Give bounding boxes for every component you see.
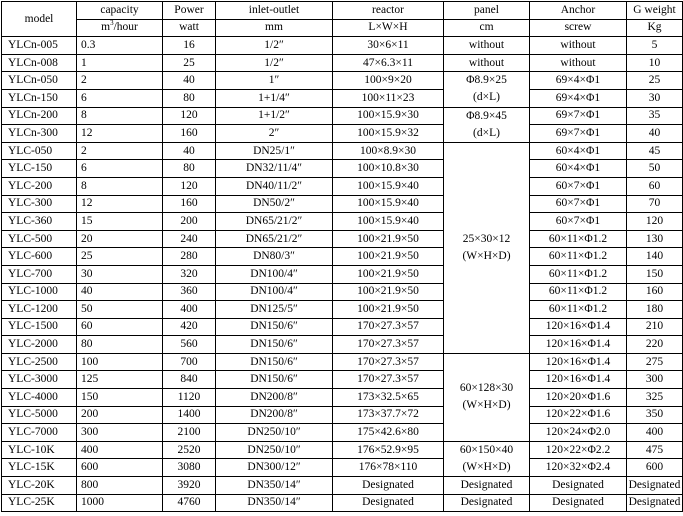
cell-capacity: 15 [77, 213, 163, 231]
cell-reactor: 170×27.3×57 [333, 336, 444, 354]
cell-reactor: 173×37.7×72 [333, 406, 444, 424]
cell-inlet: DN200/8″ [216, 406, 333, 424]
cell-power: 240 [163, 230, 216, 248]
cell-power: 40 [163, 142, 216, 160]
table-row [2, 494, 683, 512]
table-row [2, 72, 683, 90]
header-inlet: inlet-outlet [216, 2, 333, 20]
cell-reactor: 100×9×20 [333, 72, 444, 90]
header-reactor: reactor [333, 2, 444, 20]
cell-capacity: 1 [77, 54, 163, 72]
cell-weight: 180 [627, 301, 683, 319]
cell-capacity: 6 [77, 89, 163, 107]
cell-weight: 220 [627, 336, 683, 354]
cell-reactor: 100×21.9×50 [333, 248, 444, 266]
panel-line-2: (d×L) [473, 126, 500, 139]
table-row [2, 477, 683, 495]
cell-anchor: 69×4×Φ1 [530, 89, 627, 107]
cell-model: YLC-2500 [2, 353, 77, 371]
cell-anchor: 69×7×Φ1 [530, 107, 627, 125]
cell-anchor: 60×7×Φ1 [530, 195, 627, 213]
table-row [2, 336, 683, 354]
cell-reactor: 173×32.5×65 [333, 389, 444, 407]
cell-power: 3920 [163, 477, 216, 495]
cell-anchor: 60×11×Φ1.2 [530, 230, 627, 248]
cell-weight: Designated [627, 494, 683, 512]
header-model: model [2, 2, 77, 37]
cell-capacity: 200 [77, 406, 163, 424]
cell-model: YLCn-150 [2, 89, 77, 107]
table-row [2, 301, 683, 319]
header-reactor-unit: L×W×H [333, 19, 444, 37]
cell-weight: 35 [627, 107, 683, 125]
cell-anchor: 120×16×Φ1.4 [530, 318, 627, 336]
cell-capacity: 8 [77, 107, 163, 125]
cell-reactor: 170×27.3×57 [333, 353, 444, 371]
cell-reactor: 47×6.3×11 [333, 54, 444, 72]
panel-line-1: 25×30×12 [462, 232, 511, 245]
table-row [2, 54, 683, 72]
table-row [2, 177, 683, 195]
cell-model: YLC-25K [2, 494, 77, 512]
cell-anchor: 120×24×Φ2.0 [530, 424, 627, 442]
cell-power: 120 [163, 107, 216, 125]
cell-inlet: DN150/6″ [216, 371, 333, 389]
cell-reactor: 100×15.9×40 [333, 213, 444, 231]
cell-weight: 300 [627, 371, 683, 389]
cell-anchor: 60×11×Φ1.2 [530, 283, 627, 301]
cell-inlet: DN65/21/2″ [216, 230, 333, 248]
cell-capacity: 800 [77, 477, 163, 495]
cell-reactor: 100×15.9×32 [333, 125, 444, 143]
cell-reactor: 100×21.9×50 [333, 301, 444, 319]
cell-anchor: without [530, 54, 627, 72]
cell-capacity: 150 [77, 389, 163, 407]
cell-reactor: Designated [333, 494, 444, 512]
cell-capacity: 80 [77, 336, 163, 354]
cell-power: 840 [163, 371, 216, 389]
capacity-unit-pre: m [101, 21, 111, 34]
cell-anchor: 120×16×Φ1.4 [530, 353, 627, 371]
cell-capacity: 12 [77, 195, 163, 213]
cell-reactor: 30×6×11 [333, 37, 444, 55]
cell-reactor: 100×15.9×40 [333, 177, 444, 195]
cell-power: 160 [163, 195, 216, 213]
panel-line-1: Φ8.9×25 [466, 74, 507, 87]
cell-reactor: 100×21.9×50 [333, 283, 444, 301]
cell-anchor: 120×22×Φ2.2 [530, 441, 627, 459]
cell-panel-group [444, 353, 530, 441]
cell-inlet: DN150/6″ [216, 318, 333, 336]
cell-inlet: DN32/11/4″ [216, 160, 333, 178]
cell-capacity: 8 [77, 177, 163, 195]
cell-model: YLC-1000 [2, 283, 77, 301]
panel-line-1: Φ8.9×45 [466, 109, 507, 122]
cell-power: 4760 [163, 494, 216, 512]
cell-capacity: 30 [77, 265, 163, 283]
cell-inlet: DN250/10″ [216, 441, 333, 459]
panel-line-2: (W×H×D) [462, 399, 511, 412]
table-row [2, 89, 683, 107]
cell-weight: 25 [627, 72, 683, 90]
table-row [2, 230, 683, 248]
cell-weight: 50 [627, 160, 683, 178]
cell-panel: Designated [444, 477, 530, 495]
cell-power: 3080 [163, 459, 216, 477]
cell-inlet: 1/2″ [216, 54, 333, 72]
cell-anchor: 60×11×Φ1.2 [530, 301, 627, 319]
cell-anchor: Designated [530, 477, 627, 495]
cell-model: YLC-5000 [2, 406, 77, 424]
header-capacity-unit [77, 19, 163, 37]
cell-power: 120 [163, 177, 216, 195]
cell-weight: 5 [627, 37, 683, 55]
header-panel: panel [444, 2, 530, 20]
cell-anchor: 60×11×Φ1.2 [530, 265, 627, 283]
cell-weight: 140 [627, 248, 683, 266]
capacity-unit-post: /hour [113, 21, 138, 34]
cell-capacity: 40 [77, 283, 163, 301]
header-weight-unit: Kg [627, 19, 683, 37]
cell-weight: 210 [627, 318, 683, 336]
cell-anchor: 120×20×Φ1.6 [530, 389, 627, 407]
cell-anchor: 60×7×Φ1 [530, 177, 627, 195]
header-row-1 [2, 2, 683, 20]
cell-power: 280 [163, 248, 216, 266]
cell-anchor: 69×7×Φ1 [530, 125, 627, 143]
cell-reactor: 176×52.9×95 [333, 441, 444, 459]
cell-inlet: DN300/12″ [216, 459, 333, 477]
cell-power: 320 [163, 265, 216, 283]
cell-model: YLC-300 [2, 195, 77, 213]
cell-model: YLC-7000 [2, 424, 77, 442]
cell-power: 160 [163, 125, 216, 143]
cell-inlet: DN350/14″ [216, 477, 333, 495]
table-row [2, 353, 683, 371]
cell-panel: without [444, 54, 530, 72]
cell-model: YLC-600 [2, 248, 77, 266]
cell-anchor: 60×7×Φ1 [530, 213, 627, 231]
cell-inlet: DN50/2″ [216, 195, 333, 213]
cell-capacity: 6 [77, 160, 163, 178]
panel-line-2: (W×H×D) [462, 249, 511, 262]
cell-model: YLC-3000 [2, 371, 77, 389]
cell-reactor: 175×42.6×80 [333, 424, 444, 442]
cell-anchor: 120×32×Φ2.4 [530, 459, 627, 477]
header-row-2 [2, 19, 683, 37]
cell-reactor: 100×21.9×50 [333, 265, 444, 283]
table-row [2, 125, 683, 143]
cell-reactor: 100×21.9×50 [333, 230, 444, 248]
cell-model: YLCn-050 [2, 72, 77, 90]
cell-capacity: 400 [77, 441, 163, 459]
cell-power: 2520 [163, 441, 216, 459]
cell-reactor: 100×15.9×40 [333, 195, 444, 213]
cell-anchor: 69×4×Φ1 [530, 72, 627, 90]
cell-weight: 275 [627, 353, 683, 371]
cell-inlet: DN125/5″ [216, 301, 333, 319]
cell-model: YLC-10K [2, 441, 77, 459]
cell-model: YLC-15K [2, 459, 77, 477]
cell-reactor: 170×27.3×57 [333, 371, 444, 389]
cell-model: YLCn-300 [2, 125, 77, 143]
cell-capacity: 12 [77, 125, 163, 143]
capacity-unit-sup: 3 [110, 19, 114, 28]
cell-reactor: 170×27.3×57 [333, 318, 444, 336]
panel-line-1: 60×128×30 [459, 382, 514, 395]
cell-anchor: 120×22×Φ1.6 [530, 406, 627, 424]
table-row [2, 318, 683, 336]
cell-anchor: 120×16×Φ1.4 [530, 371, 627, 389]
cell-weight: 10 [627, 54, 683, 72]
cell-power: 1400 [163, 406, 216, 424]
table-row [2, 142, 683, 160]
cell-model: YLC-700 [2, 265, 77, 283]
cell-panel-group [444, 142, 530, 353]
cell-power: 700 [163, 353, 216, 371]
cell-power: 560 [163, 336, 216, 354]
cell-anchor: 120×16×Φ1.4 [530, 336, 627, 354]
panel-line-1: 60×150×40 [459, 443, 514, 456]
cell-inlet: DN150/6″ [216, 353, 333, 371]
cell-power: 400 [163, 301, 216, 319]
cell-weight: 475 [627, 441, 683, 459]
cell-model: YLC-4000 [2, 389, 77, 407]
header-weight: G weight [627, 2, 683, 20]
cell-panel-group [444, 72, 530, 107]
cell-anchor: without [530, 37, 627, 55]
cell-inlet: DN200/8″ [216, 389, 333, 407]
cell-weight: 350 [627, 406, 683, 424]
cell-inlet: DN65/21/2″ [216, 213, 333, 231]
cell-reactor: 176×78×110 [333, 459, 444, 477]
cell-model: YLC-1200 [2, 301, 77, 319]
cell-power: 16 [163, 37, 216, 55]
cell-capacity: 300 [77, 424, 163, 442]
cell-reactor: 100×11×23 [333, 89, 444, 107]
cell-weight: 160 [627, 283, 683, 301]
cell-capacity: 1000 [77, 494, 163, 512]
table-row [2, 107, 683, 125]
cell-capacity: 600 [77, 459, 163, 477]
cell-capacity: 125 [77, 371, 163, 389]
cell-inlet: 1″ [216, 72, 333, 90]
cell-weight: 40 [627, 125, 683, 143]
header-inlet-unit: mm [216, 19, 333, 37]
spec-table [1, 1, 683, 512]
table-row [2, 389, 683, 407]
table-row [2, 406, 683, 424]
cell-reactor: 100×8.9×30 [333, 142, 444, 160]
cell-model: YLC-500 [2, 230, 77, 248]
cell-inlet: DN250/10″ [216, 424, 333, 442]
cell-weight: 60 [627, 177, 683, 195]
cell-model: YLC-200 [2, 177, 77, 195]
cell-capacity: 2 [77, 72, 163, 90]
cell-capacity: 0.3 [77, 37, 163, 55]
cell-panel-group [444, 441, 530, 476]
cell-weight: 70 [627, 195, 683, 213]
cell-inlet: DN350/14″ [216, 494, 333, 512]
panel-line-2: (W×H×D) [462, 460, 511, 473]
cell-power: 25 [163, 54, 216, 72]
cell-inlet: DN100/4″ [216, 265, 333, 283]
cell-model: YLC-20K [2, 477, 77, 495]
cell-model: YLC-360 [2, 213, 77, 231]
header-anchor: Anchor [530, 2, 627, 20]
cell-anchor: 60×4×Φ1 [530, 160, 627, 178]
cell-capacity: 25 [77, 248, 163, 266]
cell-power: 80 [163, 89, 216, 107]
cell-weight: 150 [627, 265, 683, 283]
table-row [2, 283, 683, 301]
cell-inlet: DN100/4″ [216, 283, 333, 301]
cell-weight: 325 [627, 389, 683, 407]
cell-inlet: DN25/1″ [216, 142, 333, 160]
table-row [2, 213, 683, 231]
table-row [2, 160, 683, 178]
cell-power: 360 [163, 283, 216, 301]
cell-power: 80 [163, 160, 216, 178]
cell-weight: 30 [627, 89, 683, 107]
cell-reactor: 100×15.9×30 [333, 107, 444, 125]
cell-model: YLC-1500 [2, 318, 77, 336]
cell-model: YLC-150 [2, 160, 77, 178]
header-power-unit: watt [163, 19, 216, 37]
header-anchor-unit: screw [530, 19, 627, 37]
cell-reactor: 100×10.8×30 [333, 160, 444, 178]
cell-weight: 120 [627, 213, 683, 231]
cell-power: 1120 [163, 389, 216, 407]
cell-power: 2100 [163, 424, 216, 442]
cell-inlet: 1+1/2″ [216, 107, 333, 125]
cell-anchor: 60×11×Φ1.2 [530, 248, 627, 266]
cell-capacity: 2 [77, 142, 163, 160]
header-panel-unit: cm [444, 19, 530, 37]
panel-line-2: (d×L) [473, 91, 500, 104]
cell-model: YLC-050 [2, 142, 77, 160]
cell-inlet: 2″ [216, 125, 333, 143]
cell-inlet: DN40/11/2″ [216, 177, 333, 195]
cell-power: 200 [163, 213, 216, 231]
cell-weight: 400 [627, 424, 683, 442]
table-row [2, 37, 683, 55]
cell-capacity: 60 [77, 318, 163, 336]
cell-reactor: Designated [333, 477, 444, 495]
cell-weight: Designated [627, 477, 683, 495]
cell-model: YLC-2000 [2, 336, 77, 354]
cell-power: 40 [163, 72, 216, 90]
cell-model: YLCn-008 [2, 54, 77, 72]
table-row [2, 265, 683, 283]
cell-capacity: 20 [77, 230, 163, 248]
table-row [2, 248, 683, 266]
cell-anchor: 60×4×Φ1 [530, 142, 627, 160]
cell-panel: Designated [444, 494, 530, 512]
table-row [2, 441, 683, 459]
table-row [2, 424, 683, 442]
header-power: Power [163, 2, 216, 20]
cell-weight: 130 [627, 230, 683, 248]
cell-weight: 600 [627, 459, 683, 477]
cell-capacity: 100 [77, 353, 163, 371]
cell-anchor: Designated [530, 494, 627, 512]
cell-panel-group [444, 107, 530, 142]
cell-weight: 45 [627, 142, 683, 160]
cell-panel: without [444, 37, 530, 55]
cell-inlet: DN80/3″ [216, 248, 333, 266]
cell-capacity: 50 [77, 301, 163, 319]
cell-inlet: 1+1/4″ [216, 89, 333, 107]
cell-inlet: 1/2″ [216, 37, 333, 55]
table-row [2, 195, 683, 213]
header-capacity: capacity [77, 2, 163, 20]
cell-model: YLCn-200 [2, 107, 77, 125]
cell-power: 420 [163, 318, 216, 336]
cell-inlet: DN150/6″ [216, 336, 333, 354]
cell-model: YLCn-005 [2, 37, 77, 55]
table-row [2, 459, 683, 477]
table-row [2, 371, 683, 389]
